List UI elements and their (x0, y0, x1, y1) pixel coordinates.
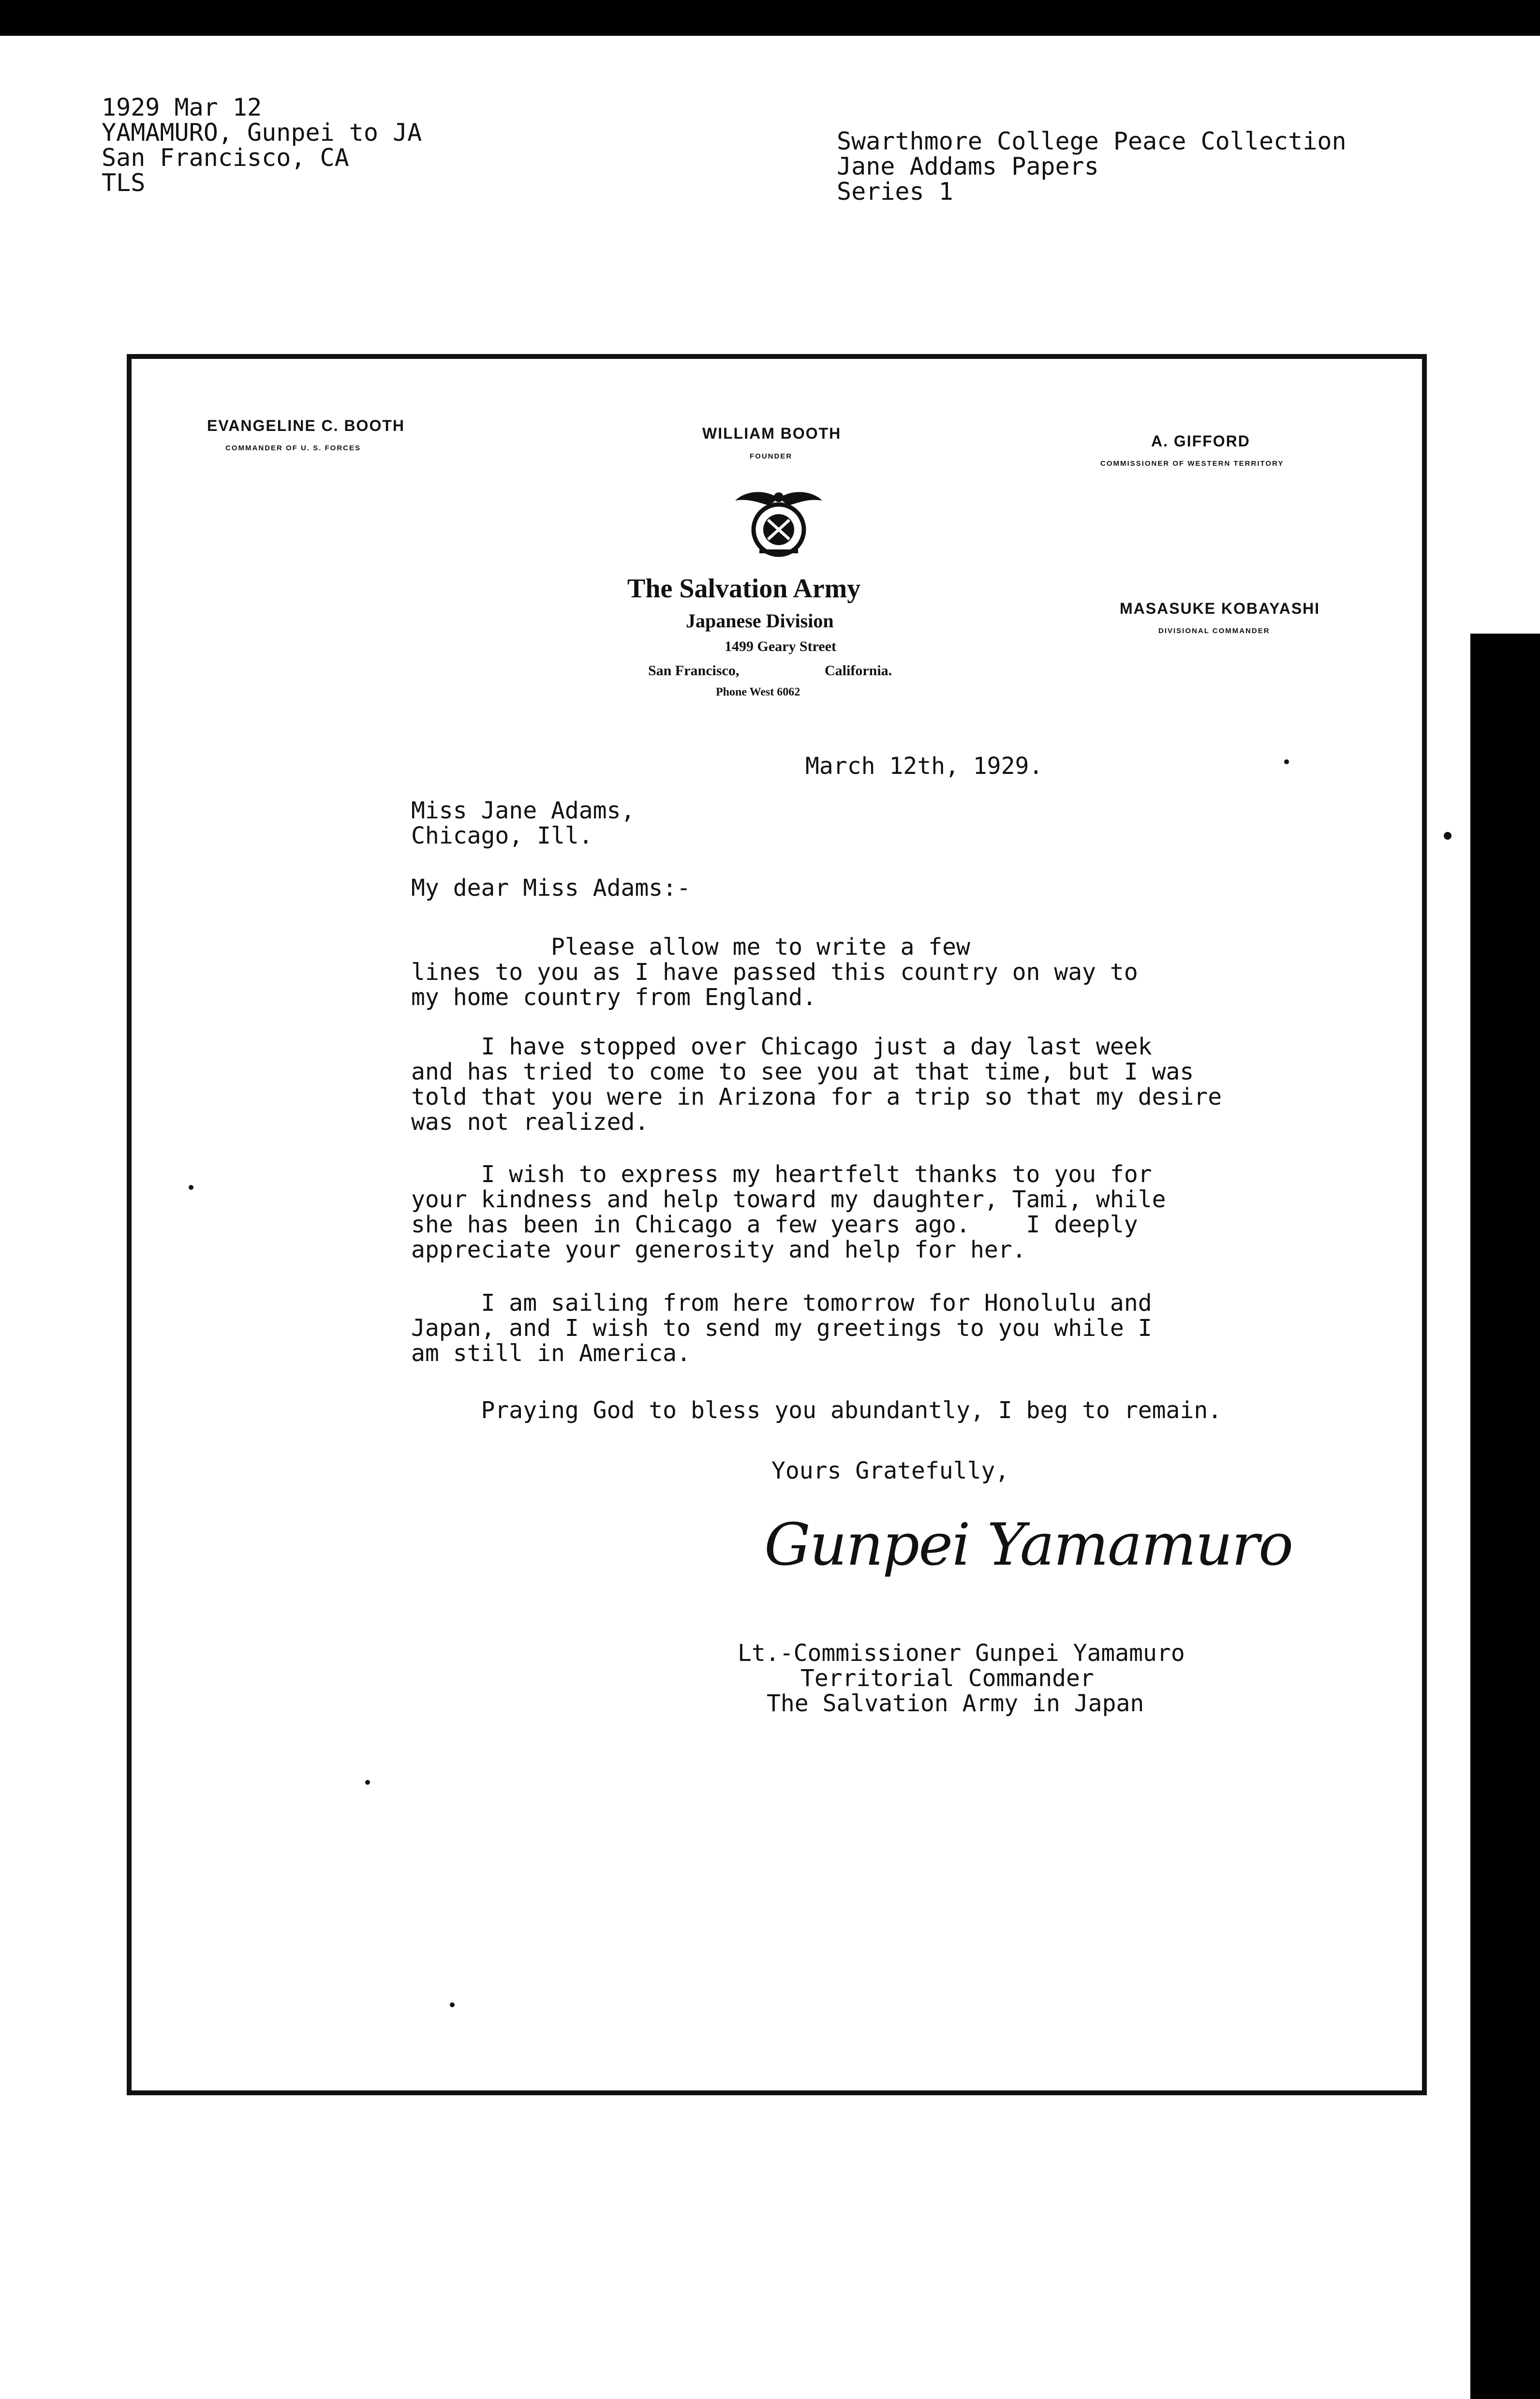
paragraph-2-line-1: I have stopped over Chicago just a day last week (411, 1033, 1152, 1060)
paragraph-4-line-1: I am sailing from here tomorrow for Honolulu and (411, 1289, 1152, 1317)
org-phone: Phone West 6062 (716, 686, 800, 698)
scan-top-border (0, 0, 1540, 36)
letterhead-left-name: EVANGELINE C. BOOTH (207, 417, 405, 434)
archive-collection: Swarthmore College Peace Collection (837, 127, 1347, 155)
archive-date: 1929 Mar 12 (102, 93, 262, 121)
letter-salutation: My dear Miss Adams:- (411, 874, 691, 902)
scan-speck (1284, 759, 1289, 764)
archive-type: TLS (102, 169, 146, 197)
letterhead-center-name: WILLIAM BOOTH (702, 425, 842, 442)
letterhead-divisional-title: DIVISIONAL COMMANDER (1158, 627, 1270, 635)
signer-name: Lt.-Commissioner Gunpei Yamamuro (738, 1640, 1185, 1667)
org-division: Japanese Division (686, 610, 834, 632)
paragraph-1-line-3: my home country from England. (411, 984, 817, 1011)
scan-speck (450, 2002, 455, 2007)
scan-speck (365, 1780, 370, 1785)
paragraph-4-line-2: Japan, and I wish to send my greetings to you while I (411, 1315, 1152, 1342)
letterhead-right-name: A. GIFFORD (1151, 432, 1250, 450)
paragraph-2-line-4: was not realized. (411, 1109, 649, 1136)
paragraph-3-line-1: I wish to express my heartfelt thanks to you for (411, 1161, 1152, 1188)
letterhead-left-title: COMMANDER OF U. S. FORCES (225, 444, 361, 452)
letterhead-divisional-name: MASASUKE KOBAYASHI (1120, 600, 1320, 617)
paragraph-3-line-4: appreciate your generosity and help for her. (411, 1236, 1026, 1263)
org-state: California. (825, 663, 892, 679)
org-name: The Salvation Army (627, 574, 861, 604)
handwritten-signature: Gunpei Yamamuro (764, 1511, 1293, 1579)
scan-speck (1444, 832, 1451, 840)
paragraph-1-line-1: Please allow me to write a few (411, 933, 970, 961)
paragraph-1-line-2: lines to you as I have passed this country on way to (411, 959, 1138, 986)
paragraph-2-line-3: told that you were in Arizona for a trip so that my desire (411, 1083, 1222, 1111)
letterhead-right-title: COMMISSIONER OF WESTERN TERRITORY (1100, 459, 1284, 468)
paragraph-3-line-2: your kindness and help toward my daughter, Tami, while (411, 1186, 1166, 1213)
paragraph-4-line-3: am still in America. (411, 1340, 691, 1367)
org-street: 1499 Geary Street (725, 638, 837, 654)
scan-speck (189, 1185, 193, 1190)
letter-closing: Yours Gratefully, (771, 1457, 1009, 1484)
letter-addressee-name: Miss Jane Adams, (411, 797, 635, 824)
letter-addressee-city: Chicago, Ill. (411, 822, 593, 849)
paragraph-3-line-3: she has been in Chicago a few years ago. I deeply (411, 1211, 1138, 1238)
archive-correspondents: YAMAMURO, Gunpei to JA (102, 118, 422, 147)
letterhead-center-title: FOUNDER (750, 452, 793, 460)
salvation-army-crest-icon (730, 484, 827, 561)
archive-series: Series 1 (837, 178, 953, 206)
archive-label-right (837, 129, 1347, 204)
archive-label-left (102, 95, 422, 195)
signer-title: Territorial Commander (800, 1665, 1094, 1692)
letter-date: March 12th, 1929. (805, 753, 1043, 780)
archive-papers: Jane Addams Papers (837, 152, 1099, 180)
archive-place: San Francisco, CA (102, 144, 349, 172)
org-city: San Francisco, (648, 663, 740, 679)
paragraph-5-line-1: Praying God to bless you abundantly, I beg to remain. (411, 1397, 1222, 1424)
paragraph-2-line-2: and has tried to come to see you at that time, but I was (411, 1058, 1194, 1085)
scan-right-border (1470, 634, 1540, 2399)
signer-organization: The Salvation Army in Japan (767, 1690, 1144, 1717)
